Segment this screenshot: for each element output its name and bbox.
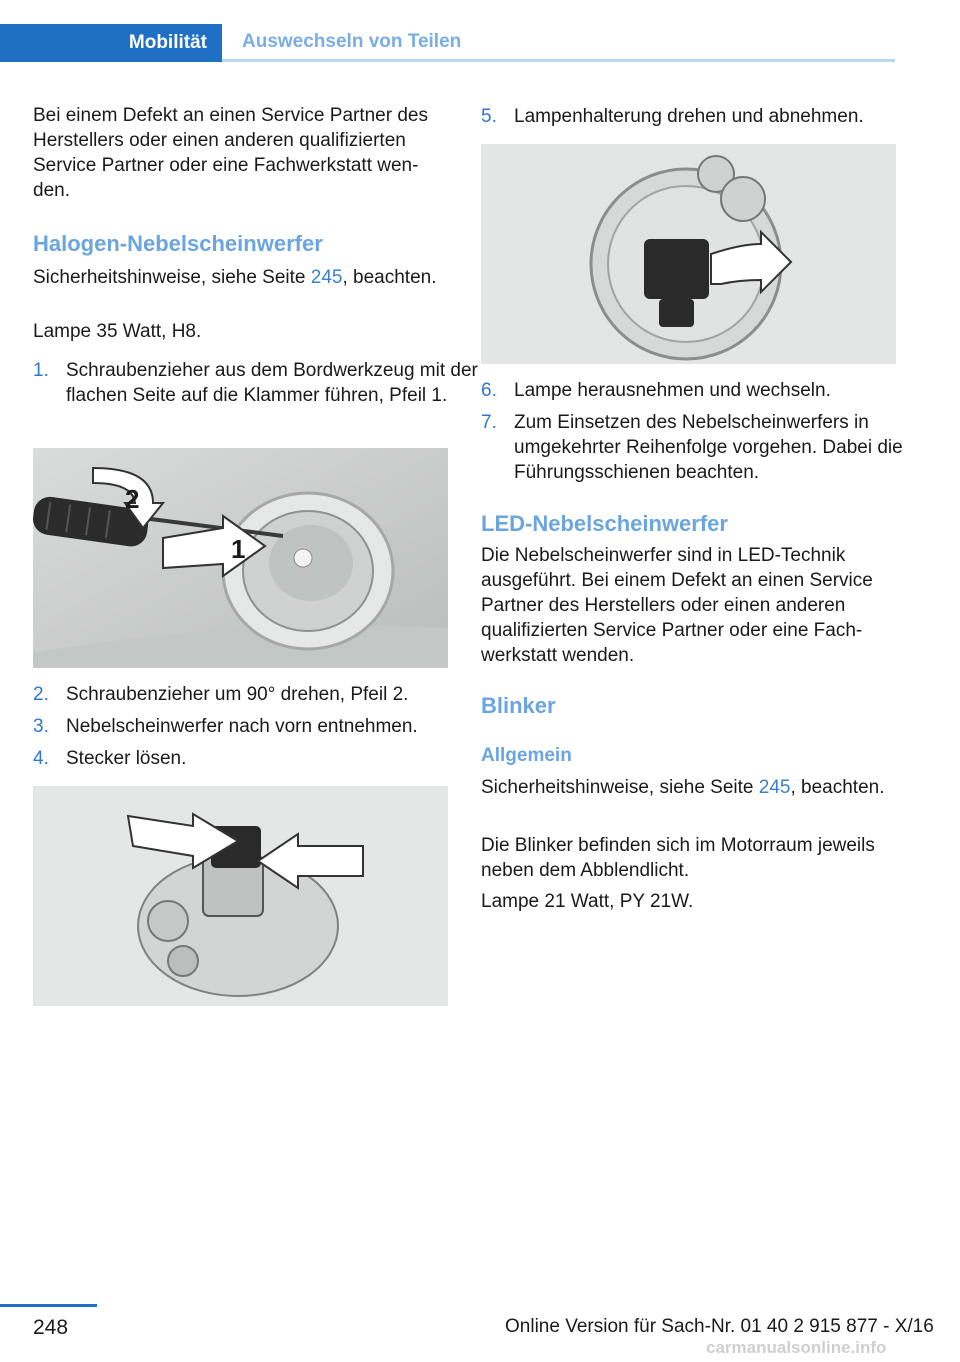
lamp-spec-left: Lampe 35 Watt, H8. bbox=[33, 321, 202, 342]
footer-accent-line bbox=[0, 1304, 97, 1307]
step-text: Schraubenzieher aus dem Bordwerkzeug mit der flachen Seite auf die Klammer führen, Pfeil 1. bbox=[66, 360, 478, 406]
step-text: Schraubenzieher um 90° drehen, Pfeil 2. bbox=[66, 684, 409, 705]
tab-mobilitaet[interactable] bbox=[0, 24, 222, 62]
tab-mobilitaet-label: Mobilität bbox=[128, 32, 207, 53]
led-heading: LED-Nebelscheinwerfer bbox=[481, 511, 728, 536]
online-version-note: Online Version für Sach-Nr. 01 40 2 915 877 - X/16 bbox=[505, 1316, 934, 1337]
step-text: Lampenhalterung drehen und abnehmen. bbox=[514, 106, 864, 127]
allgemein-heading: Allgemein bbox=[481, 745, 572, 766]
lamp-holder-illustration bbox=[481, 144, 896, 364]
safety-suffix: , beachten. bbox=[342, 267, 437, 288]
step-text: Nebelscheinwerfer nach vorn entnehmen. bbox=[66, 716, 418, 737]
step-2 bbox=[33, 682, 481, 707]
page-header bbox=[0, 0, 895, 62]
step-4 bbox=[33, 746, 481, 771]
safety-page-link[interactable]: 245 bbox=[758, 777, 791, 798]
step-5 bbox=[481, 104, 929, 129]
safety-note-right bbox=[481, 775, 896, 800]
connector-illustration bbox=[33, 786, 448, 1006]
blinker-heading: Blinker bbox=[481, 693, 556, 718]
led-paragraph: Die Nebelscheinwerfer sind in LED-Technik ausgeführt. Bei einem Defekt an einen Service Partner des Herstellers oder einen anderen qualifizierten Service Partner oder eine Fachwerkstatt wenden. bbox=[481, 545, 873, 666]
figure-connector bbox=[33, 786, 448, 1006]
step-number: 5. bbox=[481, 106, 497, 127]
tab-section-label: Auswechseln von Teilen bbox=[242, 30, 462, 52]
safety-prefix: Sicherheitshinweise, siehe Seite bbox=[33, 267, 311, 288]
step-number: 6. bbox=[481, 380, 497, 401]
step-number: 3. bbox=[33, 716, 49, 737]
step-text: Zum Einsetzen des Nebelscheinwerfers in umgekehrter Reihenfolge vorgehen. Dabei die Führungsschienen beachten. bbox=[514, 412, 903, 483]
arrow-label-1: 1 bbox=[231, 534, 246, 564]
step-3 bbox=[33, 714, 481, 739]
tab-auswechseln-von-teilen[interactable] bbox=[222, 24, 895, 62]
step-6 bbox=[481, 378, 929, 403]
safety-suffix: , beachten. bbox=[790, 777, 885, 798]
safety-prefix: Sicherheitshinweise, siehe Seite bbox=[481, 777, 759, 798]
arrow-label-2: 2 bbox=[125, 484, 140, 514]
page-number: 248 bbox=[33, 1316, 69, 1339]
figure-lamp-holder bbox=[481, 144, 896, 364]
watermark: carmanualsonline.info bbox=[706, 1338, 887, 1357]
step-number: 2. bbox=[33, 684, 49, 705]
step-7 bbox=[481, 410, 929, 485]
step-1 bbox=[33, 358, 481, 408]
safety-page-link[interactable]: 245 bbox=[310, 267, 343, 288]
step-text: Lampe herausnehmen und wechseln. bbox=[514, 380, 831, 401]
figure-screwdriver bbox=[33, 448, 448, 668]
halogen-heading: Halogen-Nebelscheinwerfer bbox=[33, 231, 323, 256]
lamp-spec-right: Lampe 21 Watt, PY 21W. bbox=[481, 891, 694, 912]
step-number: 4. bbox=[33, 748, 49, 769]
screwdriver-illustration bbox=[33, 448, 448, 668]
step-text: Stecker lösen. bbox=[66, 748, 187, 769]
intro-paragraph: Bei einem Defekt an einen Service Partner des Herstellers oder einen anderen qualifizierten Service Partner oder eine Fachwerkstatt wenden. bbox=[33, 105, 428, 201]
blinker-paragraph: Die Blinker befinden sich im Motorraum jeweils neben dem Abblendlicht. bbox=[481, 835, 875, 881]
safety-note-left bbox=[33, 265, 448, 290]
step-number: 1. bbox=[33, 360, 49, 381]
step-number: 7. bbox=[481, 412, 497, 433]
